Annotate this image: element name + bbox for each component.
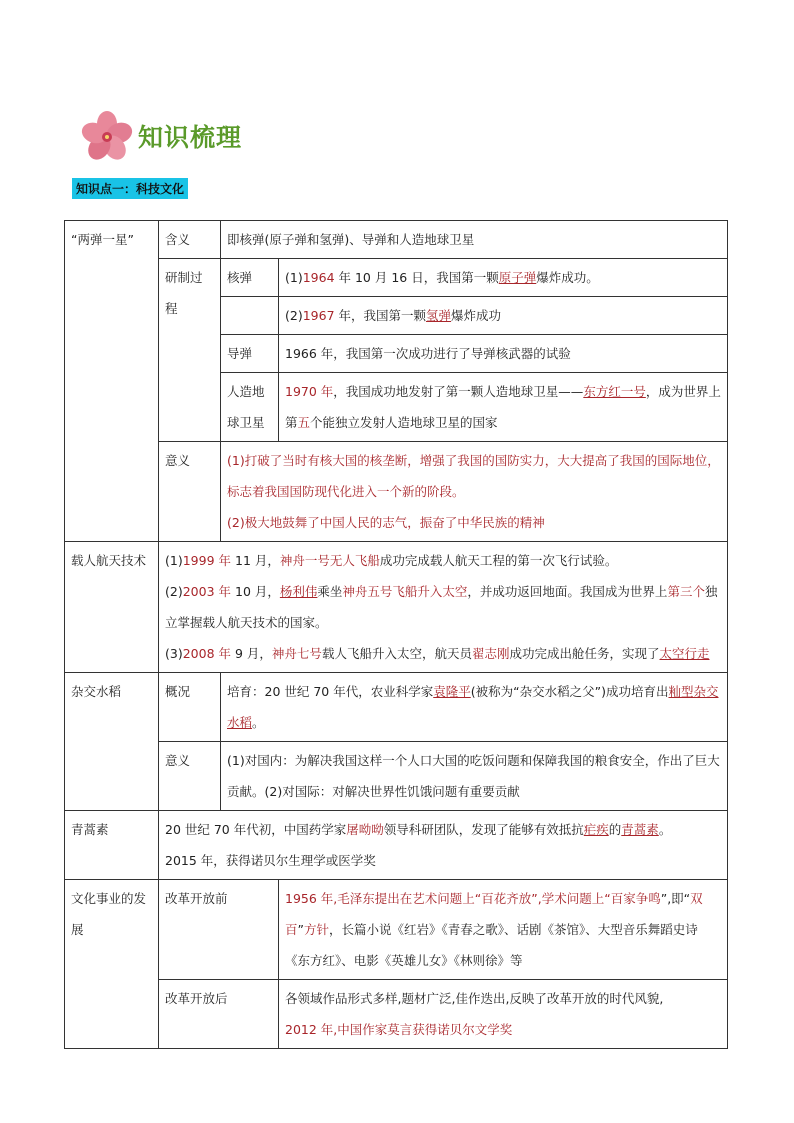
nuke2-text: (2)1967 年，我国第一颗氢弹爆炸成功 — [279, 297, 728, 335]
satellite-label: 人造地球卫星 — [221, 373, 279, 442]
knowledge-table — [64, 220, 728, 1049]
dev-label: 研制过程 — [159, 259, 221, 442]
overview-text: 培育：20 世纪 70 年代，农业科学家袁隆平(被称为“杂交水稻之父”)成功培育出籼型杂交水稻。 — [221, 673, 728, 742]
nuke-text: (1)1964 年 10 月 16 日，我国第一颗原子弹爆炸成功。 — [279, 259, 728, 297]
significance-text: (1)打破了当时有核大国的核垄断，增强了我国的国防实力，大大提高了我国的国际地位，标志着我国国防现代化进入一个新的阶段。 (2)极大地鼓舞了中国人民的志气，振奋了中华民族的精神 — [221, 442, 728, 542]
nuke-label: 核弹 — [221, 259, 279, 297]
row-label-space: 载人航天技术 — [65, 542, 159, 673]
table-row — [65, 221, 728, 259]
table-row — [65, 259, 728, 297]
knowledge-point-label: 知识点一：科技文化 — [72, 178, 188, 199]
rice-significance-label: 意义 — [159, 742, 221, 811]
satellite-text: 1970 年，我国成功地发射了第一颗人造地球卫星——东方红一号，成为世界上第五个能独立发射人造地球卫星的国家 — [279, 373, 728, 442]
row-label-rice: 杂交水稻 — [65, 673, 159, 811]
before-label: 改革开放前 — [159, 880, 279, 980]
row-label-culture: 文化事业的发展 — [65, 880, 159, 1049]
significance-label: 意义 — [159, 442, 221, 542]
rice-significance-text: (1)对国内：为解决我国这样一个人口大国的吃饭问题和保障我国的粮食安全，作出了巨大贡献。(2)对国际：对解决世界性饥饿问题有重要贡献 — [221, 742, 728, 811]
space-text: (1)1999 年 11 月，神舟一号无人飞船成功完成载人航天工程的第一次飞行试验。 (2)2003 年 10 月，杨利伟乘坐神舟五号飞船升入太空，并成功返回地面。我国成为世界上第三个独立掌握载人航天技术的国家。 (3)2008 年 9 月，神舟七号载人飞船升入太空，航天员翟志刚成功完成出舱任务，实现了太空行走 — [159, 542, 728, 673]
row-label-two-bombs: “两弹一星” — [65, 221, 159, 542]
section-header — [78, 110, 242, 162]
meaning-label: 含义 — [159, 221, 221, 259]
table-row — [65, 442, 728, 542]
missile-label: 导弹 — [221, 335, 279, 373]
missile-text: 1966 年，我国第一次成功进行了导弹核武器的试验 — [279, 335, 728, 373]
after-label: 改革开放后 — [159, 980, 279, 1049]
after-text: 各领域作品形式多样,题材广泛,佳作迭出,反映了改革开放的时代风貌, 2012 年,中国作家莫言获得诺贝尔文学奖 — [279, 980, 728, 1049]
plum-blossom-icon — [78, 110, 136, 162]
table-row — [65, 980, 728, 1049]
before-text: 1956 年,毛泽东提出在艺术问题上“百花齐放”,学术问题上“百家争鸣”,即“双百”方针，长篇小说《红岩》《青春之歌》、话剧《茶馆》、大型音乐舞蹈史诗《东方红》、电影《英雄儿女》《林则徐》等 — [279, 880, 728, 980]
row-label-artemisinin: 青蒿素 — [65, 811, 159, 880]
table-row — [65, 542, 728, 673]
meaning-text: 即核弹(原子弹和氢弹)、导弹和人造地球卫星 — [221, 221, 728, 259]
overview-label: 概况 — [159, 673, 221, 742]
table-row — [65, 880, 728, 980]
table-row — [65, 673, 728, 742]
table-row — [65, 742, 728, 811]
table-row — [65, 811, 728, 880]
page-title: 知识梳理 — [138, 123, 243, 152]
artemisinin-text: 20 世纪 70 年代初，中国药学家屠呦呦领导科研团队，发现了能够有效抵抗疟疾的青蒿素。 2015 年，获得诺贝尔生理学或医学奖 — [159, 811, 728, 880]
